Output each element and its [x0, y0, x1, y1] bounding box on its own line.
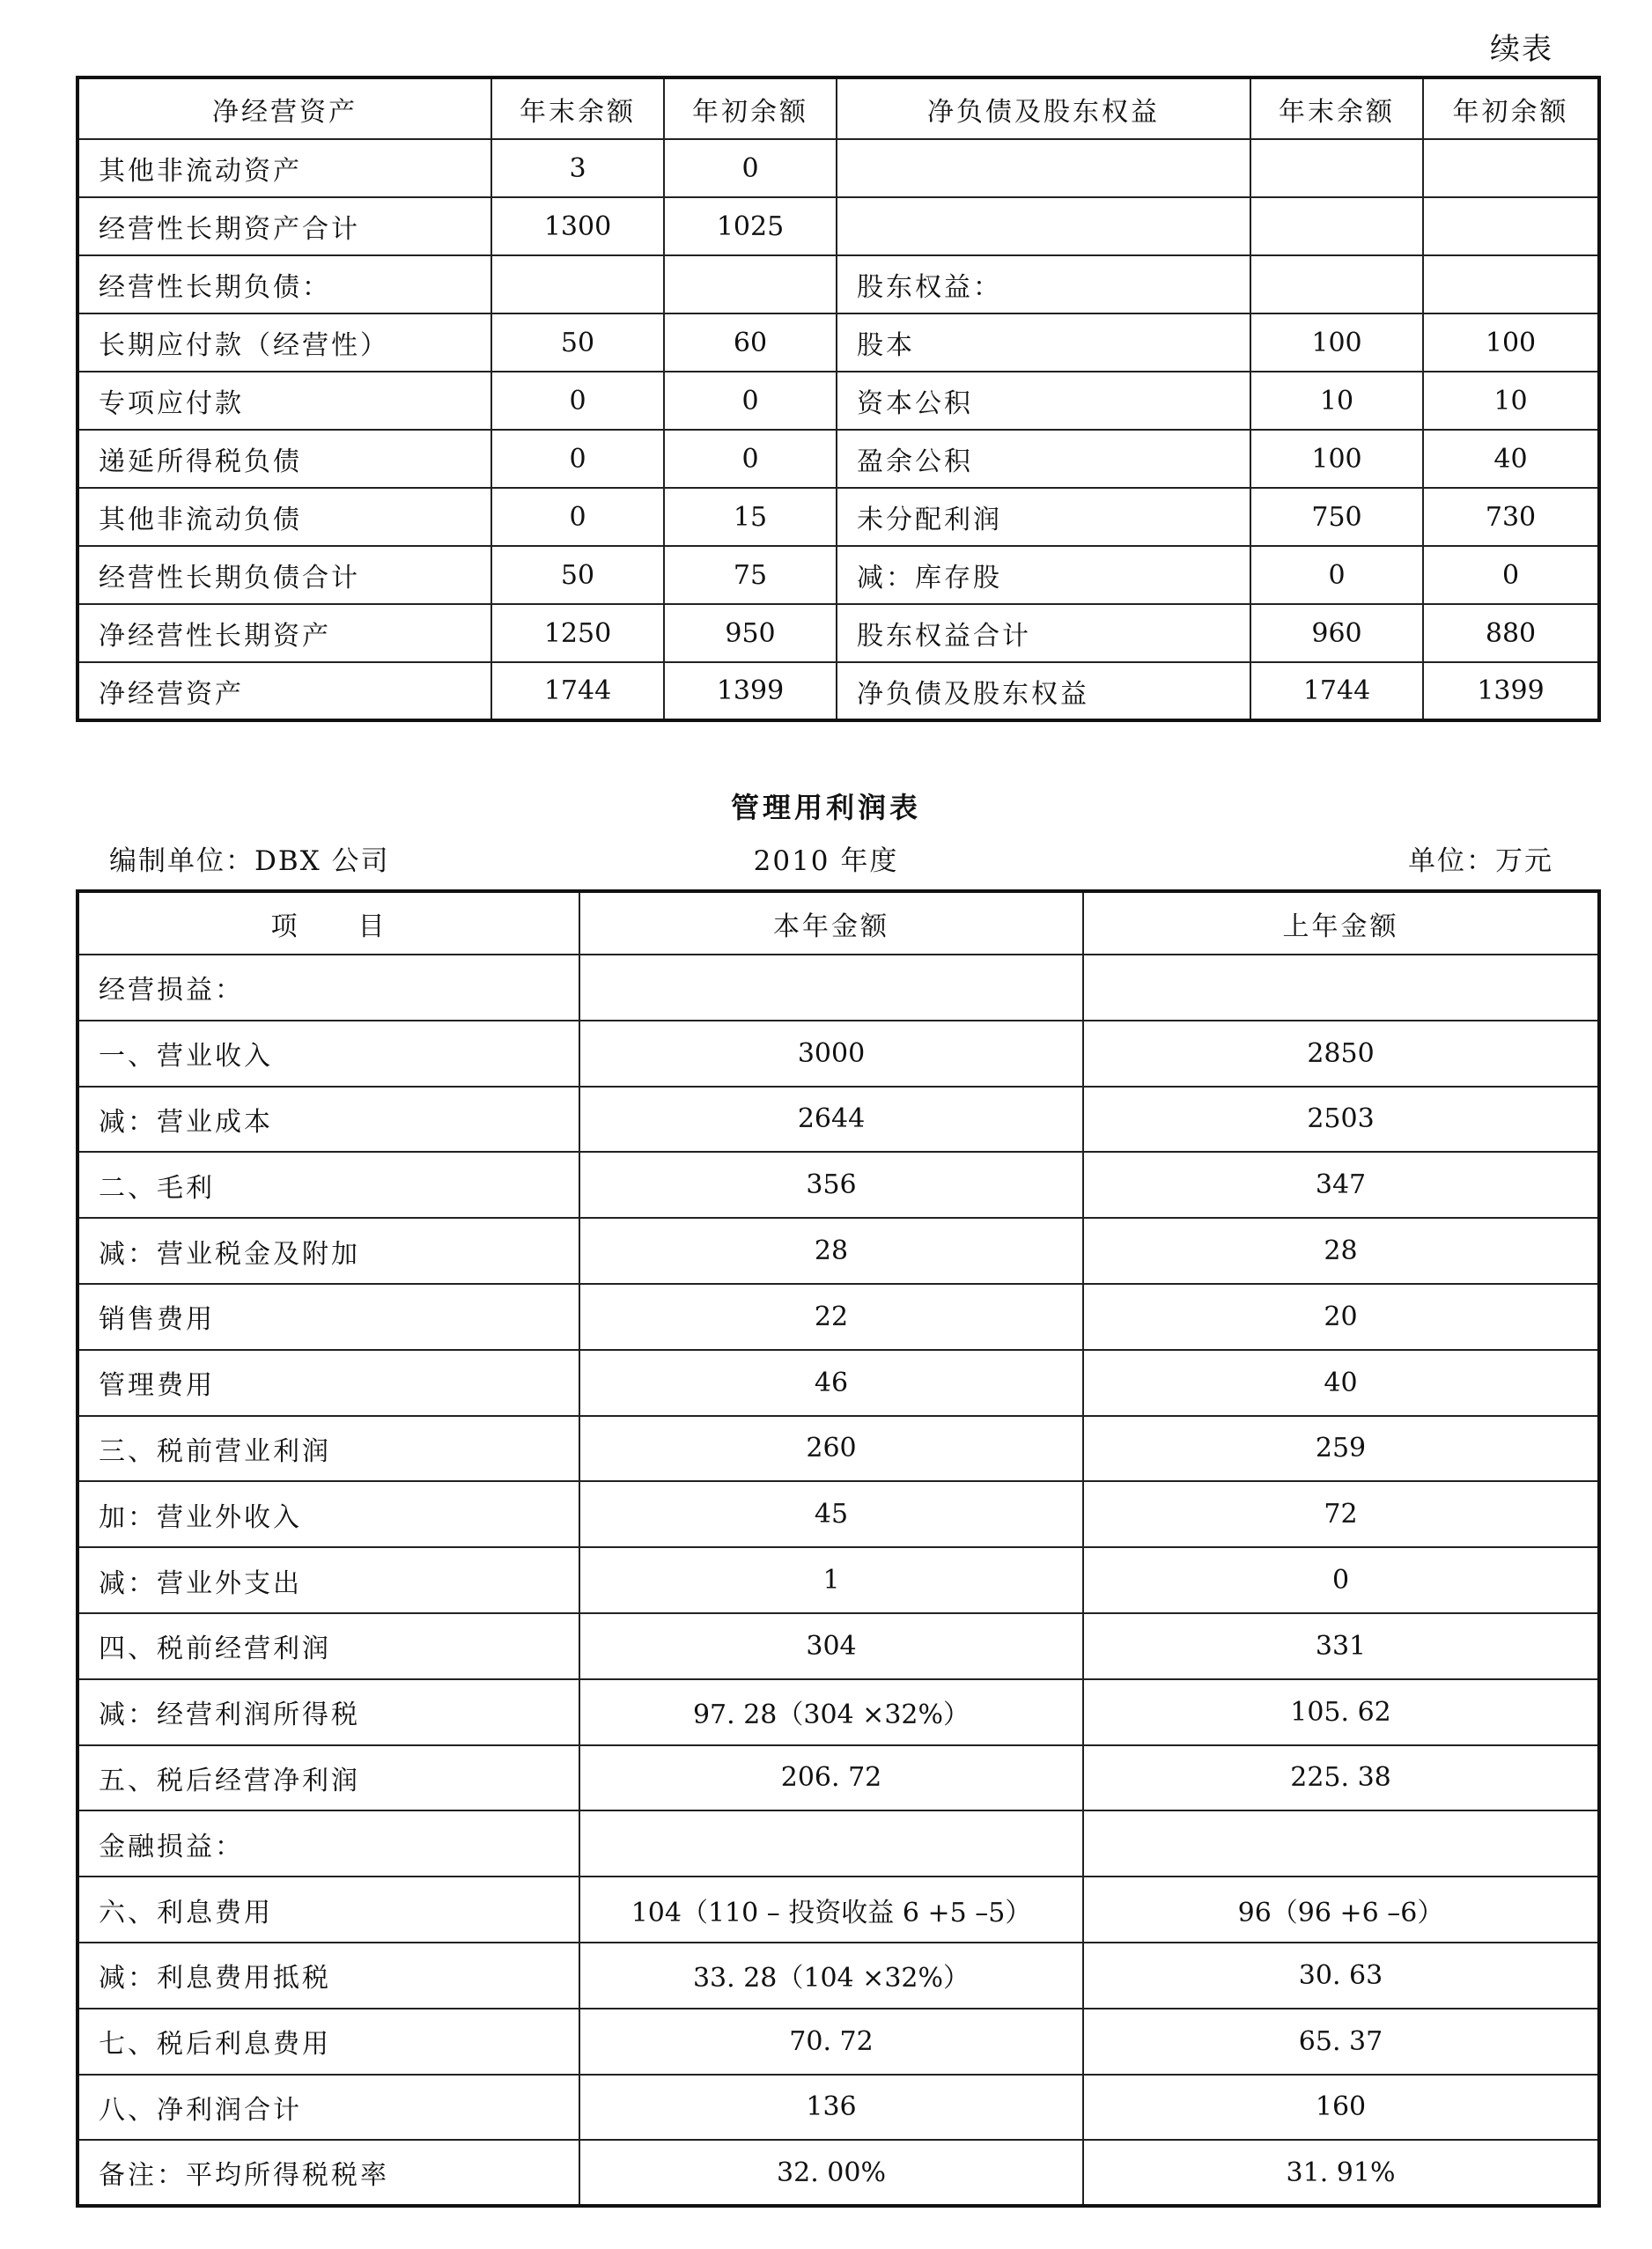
amount-cell: 75 [664, 546, 837, 604]
amount-cell [491, 255, 664, 313]
row-label: 其他非流动资产 [77, 139, 491, 197]
row-label: 三、税前营业利润 [77, 1416, 579, 1482]
row-label: 经营性长期负债： [77, 255, 491, 313]
table-row [77, 197, 1599, 255]
amount-cell [1423, 139, 1599, 197]
table-row [77, 255, 1599, 313]
table-row [77, 372, 1599, 430]
column-header: 项 目 [77, 891, 579, 955]
amount-cell: 3000 [579, 1021, 1083, 1087]
row-label: 管理费用 [77, 1350, 579, 1416]
amount-cell: 347 [1083, 1152, 1599, 1218]
row-label: 未分配利润 [837, 488, 1250, 546]
table-row [77, 139, 1599, 197]
table-row [77, 1810, 1599, 1877]
amount-cell: 356 [579, 1152, 1083, 1218]
amount-cell: 97. 28（304 ×32%） [579, 1679, 1083, 1745]
amount-cell: 136 [579, 2075, 1083, 2141]
amount-cell: 100 [1250, 430, 1423, 488]
row-label: 资本公积 [837, 372, 1250, 430]
amount-cell: 22 [579, 1284, 1083, 1350]
table-row [77, 662, 1599, 720]
row-label: 净负债及股东权益 [837, 662, 1250, 720]
row-label: 减：库存股 [837, 546, 1250, 604]
table-row [77, 1745, 1599, 1811]
table-row [77, 604, 1599, 662]
amount-cell: 3 [491, 139, 664, 197]
amount-cell: 0 [1250, 546, 1423, 604]
amount-cell: 60 [664, 313, 837, 372]
column-header: 本年金额 [579, 891, 1083, 955]
table-row [77, 488, 1599, 546]
amount-cell: 100 [1423, 313, 1599, 372]
table-row [77, 1284, 1599, 1350]
amount-cell: 730 [1423, 488, 1599, 546]
amount-cell: 100 [1250, 313, 1423, 372]
table-row [77, 313, 1599, 372]
amount-cell: 331 [1083, 1613, 1599, 1679]
row-label: 盈余公积 [837, 430, 1250, 488]
row-label: 备注：平均所得税税率 [77, 2140, 579, 2206]
amount-cell: 40 [1423, 430, 1599, 488]
amount-cell: 0 [664, 430, 837, 488]
amount-cell: 45 [579, 1481, 1083, 1547]
amount-cell [579, 955, 1083, 1021]
amount-cell: 750 [1250, 488, 1423, 546]
amount-cell [1083, 955, 1599, 1021]
amount-cell [1250, 255, 1423, 313]
amount-cell: 1250 [491, 604, 664, 662]
amount-cell: 0 [1423, 546, 1599, 604]
amount-cell: 72 [1083, 1481, 1599, 1547]
amount-cell: 50 [491, 546, 664, 604]
amount-cell: 259 [1083, 1416, 1599, 1482]
amount-cell: 0 [1083, 1547, 1599, 1613]
table-row [77, 1350, 1599, 1416]
row-label: 销售费用 [77, 1284, 579, 1350]
row-label: 减：营业税金及附加 [77, 1218, 579, 1284]
row-label: 四、税前经营利润 [77, 1613, 579, 1679]
amount-cell: 0 [491, 430, 664, 488]
amount-cell: 960 [1250, 604, 1423, 662]
row-label: 长期应付款（经营性） [77, 313, 491, 372]
row-label: 其他非流动负债 [77, 488, 491, 546]
amount-cell: 0 [664, 372, 837, 430]
reporting-period: 2010 年度 [753, 845, 899, 877]
amount-cell: 0 [491, 372, 664, 430]
amount-cell: 1399 [1423, 662, 1599, 720]
table-row [77, 1087, 1599, 1153]
amount-cell [664, 255, 837, 313]
table-row [77, 1547, 1599, 1613]
amount-cell: 15 [664, 488, 837, 546]
amount-cell: 28 [1083, 1218, 1599, 1284]
table-header-row [77, 891, 1599, 955]
table-row [77, 2009, 1599, 2075]
row-label: 一、营业收入 [77, 1021, 579, 1087]
column-header: 年初余额 [664, 77, 837, 139]
amount-cell: 1399 [664, 662, 837, 720]
reporting-entity: 编制单位：DBX 公司 [109, 845, 390, 877]
table-row [77, 1021, 1599, 1087]
row-label: 六、利息费用 [77, 1877, 579, 1943]
row-label: 净经营资产 [77, 662, 491, 720]
row-label: 七、税后利息费用 [77, 2009, 579, 2075]
column-header: 上年金额 [1083, 891, 1599, 955]
amount-cell: 50 [491, 313, 664, 372]
row-label: 专项应付款 [77, 372, 491, 430]
amount-cell: 2850 [1083, 1021, 1599, 1087]
amount-cell: 40 [1083, 1350, 1599, 1416]
amount-cell: 46 [579, 1350, 1083, 1416]
amount-cell [1250, 139, 1423, 197]
amount-cell: 96（96 +6 –6） [1083, 1877, 1599, 1943]
row-label: 递延所得税负债 [77, 430, 491, 488]
column-header: 年末余额 [491, 77, 664, 139]
row-label: 股本 [837, 313, 1250, 372]
row-label: 五、税后经营净利润 [77, 1745, 579, 1811]
row-label: 二、毛利 [77, 1152, 579, 1218]
amount-cell: 304 [579, 1613, 1083, 1679]
income-statement-table [76, 889, 1601, 2208]
amount-cell: 20 [1083, 1284, 1599, 1350]
amount-cell: 1744 [491, 662, 664, 720]
amount-cell [1250, 197, 1423, 255]
row-label: 减：经营利润所得税 [77, 1679, 579, 1745]
amount-cell: 1 [579, 1547, 1083, 1613]
amount-cell: 1300 [491, 197, 664, 255]
table-row [77, 1877, 1599, 1943]
row-label: 净经营性长期资产 [77, 604, 491, 662]
column-header: 年末余额 [1250, 77, 1423, 139]
table-row [77, 1943, 1599, 2009]
row-label: 金融损益： [77, 1810, 579, 1877]
amount-cell: 0 [491, 488, 664, 546]
amount-cell: 65. 37 [1083, 2009, 1599, 2075]
amount-cell: 0 [664, 139, 837, 197]
amount-cell [1423, 255, 1599, 313]
amount-cell: 1744 [1250, 662, 1423, 720]
table-row [77, 546, 1599, 604]
table-row [77, 2075, 1599, 2141]
table-row [77, 1152, 1599, 1218]
amount-cell: 33. 28（104 ×32%） [579, 1943, 1083, 2009]
table-row [77, 1416, 1599, 1482]
amount-cell: 260 [579, 1416, 1083, 1482]
currency-unit: 单位：万元 [1408, 845, 1553, 877]
amount-cell [1423, 197, 1599, 255]
amount-cell: 31. 91% [1083, 2140, 1599, 2206]
table-row [77, 955, 1599, 1021]
amount-cell [1083, 1810, 1599, 1877]
row-label: 经营性长期负债合计 [77, 546, 491, 604]
amount-cell: 225. 38 [1083, 1745, 1599, 1811]
amount-cell: 105. 62 [1083, 1679, 1599, 1745]
amount-cell: 950 [664, 604, 837, 662]
amount-cell: 32. 00% [579, 2140, 1083, 2206]
table-row [77, 1679, 1599, 1745]
row-label: 经营损益： [77, 955, 579, 1021]
row-label: 减：营业成本 [77, 1087, 579, 1153]
amount-cell: 10 [1250, 372, 1423, 430]
amount-cell: 2503 [1083, 1087, 1599, 1153]
table-row [77, 1218, 1599, 1284]
table-row [77, 1613, 1599, 1679]
amount-cell: 206. 72 [579, 1745, 1083, 1811]
row-label: 经营性长期资产合计 [77, 197, 491, 255]
column-header: 净经营资产 [77, 77, 491, 139]
amount-cell: 880 [1423, 604, 1599, 662]
amount-cell: 28 [579, 1218, 1083, 1284]
amount-cell: 104（110 – 投资收益 6 +5 –5） [579, 1877, 1083, 1943]
column-header: 净负债及股东权益 [837, 77, 1250, 139]
row-label: 减：利息费用抵税 [77, 1943, 579, 2009]
continued-label: 续表 [1490, 32, 1553, 67]
row-label: 减：营业外支出 [77, 1547, 579, 1613]
amount-cell: 30. 63 [1083, 1943, 1599, 2009]
row-label [837, 139, 1250, 197]
row-label [837, 197, 1250, 255]
amount-cell: 2644 [579, 1087, 1083, 1153]
row-label: 股东权益： [837, 255, 1250, 313]
table-row [77, 1481, 1599, 1547]
table-row [77, 2140, 1599, 2206]
row-label: 加：营业外收入 [77, 1481, 579, 1547]
column-header: 年初余额 [1423, 77, 1599, 139]
table-header-row [77, 77, 1599, 139]
income-statement-title: 管理用利润表 [730, 791, 921, 824]
table-row [77, 430, 1599, 488]
amount-cell [579, 1810, 1083, 1877]
net-operating-assets-table [76, 76, 1601, 722]
amount-cell: 160 [1083, 2075, 1599, 2141]
amount-cell: 70. 72 [579, 2009, 1083, 2075]
row-label: 八、净利润合计 [77, 2075, 579, 2141]
amount-cell: 10 [1423, 372, 1599, 430]
row-label: 股东权益合计 [837, 604, 1250, 662]
amount-cell: 1025 [664, 197, 837, 255]
